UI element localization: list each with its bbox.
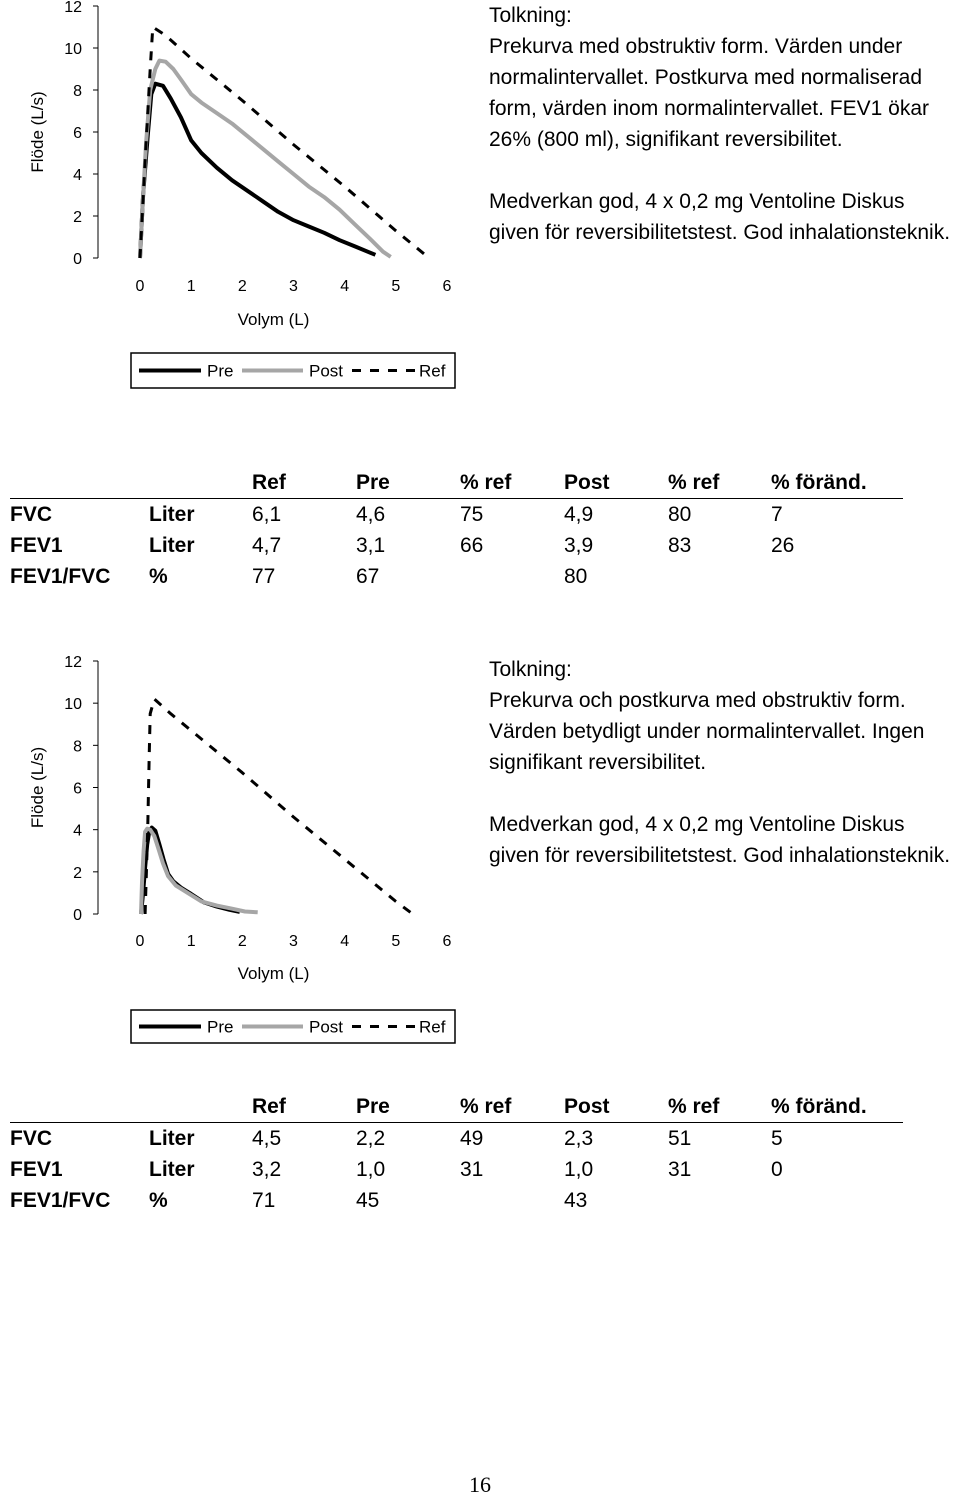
- header-cell: Pre: [356, 467, 460, 499]
- value-cell: 71: [252, 1188, 276, 1212]
- y-tick-label: 2: [73, 864, 82, 882]
- legend-label-pre: Pre: [207, 361, 234, 381]
- header-cell: Pre: [356, 1091, 460, 1123]
- x-tick-label: 4: [340, 933, 350, 950]
- table-row: [10, 499, 903, 531]
- y-tick-label: 12: [64, 654, 82, 671]
- value-cell: 4,5: [252, 1126, 282, 1150]
- header-cell: % föränd.: [771, 467, 903, 499]
- value-cell: 4,7: [252, 533, 282, 557]
- unit-cell: Liter: [149, 1126, 195, 1150]
- header-cell: % föränd.: [771, 1091, 903, 1123]
- x-tick-label: 4: [340, 278, 350, 295]
- y-tick-label: 10: [64, 696, 82, 714]
- table-row: [10, 561, 903, 592]
- legend-label-post: Post: [309, 1017, 344, 1037]
- results-table-2: [10, 1091, 903, 1216]
- series-pre-line: [140, 84, 375, 258]
- x-tick-label: 0: [135, 278, 145, 295]
- series-post-line: [140, 61, 391, 258]
- value-cell: 0: [771, 1157, 783, 1181]
- series-ref-line: [140, 27, 427, 258]
- x-tick-label: 2: [237, 278, 247, 295]
- flow-volume-chart-2: [0, 640, 480, 1060]
- row-label: FVC: [10, 1126, 52, 1150]
- value-cell: 43: [564, 1188, 588, 1212]
- interpretation-text: Prekurva med obstruktiv form. Värden under normalintervallet. Postkurva med normaliserad form, värden inom normalintervallet. FEV1 ökar 26% (800 ml), signifikant reversibilitet.: [489, 35, 930, 151]
- y-tick-label: 12: [64, 0, 82, 16]
- y-tick-label: 4: [73, 822, 82, 840]
- x-tick-label: 3: [289, 278, 298, 295]
- cooperation-text: Medverkan god, 4 x 0,2 mg Ventoline Diskus given för reversibilitetstest. God inhalationsteknik.: [489, 190, 951, 244]
- row-label: FEV1/FVC: [10, 1188, 111, 1212]
- table-header-row: [10, 467, 903, 499]
- value-cell: 75: [460, 502, 484, 526]
- value-cell: 51: [668, 1126, 692, 1150]
- value-cell: 1,0: [356, 1157, 386, 1181]
- value-cell: 83: [668, 533, 692, 557]
- y-tick-label: 4: [73, 167, 82, 184]
- x-tick-label: 5: [391, 278, 401, 295]
- row-label: FEV1: [10, 1157, 63, 1181]
- flow-volume-chart-1: [0, 0, 480, 400]
- unit-cell: %: [149, 564, 168, 588]
- header-cell: Ref: [252, 467, 356, 499]
- value-cell: 67: [356, 564, 380, 588]
- value-cell: 31: [460, 1157, 484, 1181]
- row-label: FEV1: [10, 533, 63, 557]
- interpretation-heading: Tolkning:: [489, 4, 572, 27]
- interpretation-heading: Tolkning:: [489, 658, 572, 681]
- legend-label-pre: Pre: [207, 1017, 234, 1037]
- table-row: [10, 530, 903, 561]
- table-row: [10, 1154, 903, 1185]
- value-cell: 2,2: [356, 1126, 386, 1150]
- value-cell: [771, 561, 903, 592]
- y-tick-label: 8: [73, 738, 82, 756]
- header-cell: [10, 1091, 149, 1123]
- value-cell: 45: [356, 1188, 380, 1212]
- y-tick-label: 8: [73, 83, 82, 100]
- unit-cell: Liter: [149, 502, 195, 526]
- value-cell: 49: [460, 1126, 484, 1150]
- interpretation-text: Prekurva och postkurva med obstruktiv form. Värden betydligt under normalintervallet. Ingen signifikant reversibilitet.: [489, 689, 925, 774]
- unit-cell: Liter: [149, 1157, 195, 1181]
- value-cell: [460, 561, 564, 592]
- value-cell: [668, 1185, 771, 1216]
- unit-cell: %: [149, 1188, 168, 1212]
- cooperation-text: Medverkan god, 4 x 0,2 mg Ventoline Diskus given för reversibilitetstest. God inhalationsteknik.: [489, 813, 951, 867]
- header-cell: Post: [564, 1091, 668, 1123]
- x-tick-label: 1: [186, 278, 196, 295]
- y-tick-label: 6: [73, 125, 82, 142]
- value-cell: 77: [252, 564, 276, 588]
- unit-cell: Liter: [149, 533, 195, 557]
- x-tick-label: 3: [289, 933, 298, 950]
- header-cell: % ref: [668, 1091, 771, 1123]
- legend-label-ref: Ref: [419, 1017, 446, 1037]
- value-cell: 66: [460, 533, 484, 557]
- value-cell: 7: [771, 502, 783, 526]
- results-table-1: [10, 467, 903, 592]
- x-tick-label: 1: [186, 933, 196, 950]
- row-label: FVC: [10, 502, 52, 526]
- y-tick-label: 0: [73, 251, 82, 268]
- value-cell: 3,9: [564, 533, 594, 557]
- value-cell: 6,1: [252, 502, 282, 526]
- value-cell: 3,2: [252, 1157, 282, 1181]
- value-cell: 31: [668, 1157, 692, 1181]
- value-cell: 2,3: [564, 1126, 594, 1150]
- series-ref-line: [145, 699, 411, 914]
- page-number: 16: [469, 1472, 491, 1497]
- value-cell: 26: [771, 533, 795, 557]
- interpretation-2: [489, 654, 960, 871]
- value-cell: [460, 1185, 564, 1216]
- y-tick-label: 6: [73, 780, 82, 798]
- value-cell: 1,0: [564, 1157, 594, 1181]
- y-tick-label: 2: [73, 209, 82, 226]
- x-tick-label: 6: [442, 278, 452, 295]
- value-cell: 80: [668, 502, 692, 526]
- legend-label-post: Post: [309, 361, 344, 381]
- row-label: FEV1/FVC: [10, 564, 111, 588]
- x-tick-label: 0: [135, 933, 145, 950]
- value-cell: [668, 561, 771, 592]
- value-cell: 3,1: [356, 533, 386, 557]
- header-cell: Post: [564, 467, 668, 499]
- y-tick-label: 10: [64, 41, 82, 58]
- x-axis-title: Volym (L): [237, 310, 310, 329]
- table-header-row: [10, 1091, 903, 1123]
- header-cell: % ref: [460, 467, 564, 499]
- value-cell: 80: [564, 564, 588, 588]
- header-cell: % ref: [460, 1091, 564, 1123]
- x-tick-label: 5: [391, 933, 401, 950]
- header-cell: [149, 467, 252, 499]
- header-cell: [149, 1091, 252, 1123]
- value-cell: 4,6: [356, 502, 386, 526]
- header-cell: [10, 467, 149, 499]
- value-cell: 4,9: [564, 502, 594, 526]
- x-tick-label: 6: [442, 933, 452, 950]
- x-tick-label: 2: [237, 933, 247, 950]
- table-row: [10, 1185, 903, 1216]
- y-axis-title: Flöde (L/s): [28, 91, 47, 173]
- interpretation-1: [489, 0, 960, 248]
- x-axis-title: Volym (L): [237, 964, 310, 983]
- y-axis-title: Flöde (L/s): [28, 746, 47, 829]
- legend-label-ref: Ref: [419, 361, 446, 381]
- table-row: [10, 1123, 903, 1155]
- y-tick-label: 0: [73, 907, 82, 924]
- header-cell: Ref: [252, 1091, 356, 1123]
- value-cell: 5: [771, 1126, 783, 1150]
- value-cell: [771, 1185, 903, 1216]
- header-cell: % ref: [668, 467, 771, 499]
